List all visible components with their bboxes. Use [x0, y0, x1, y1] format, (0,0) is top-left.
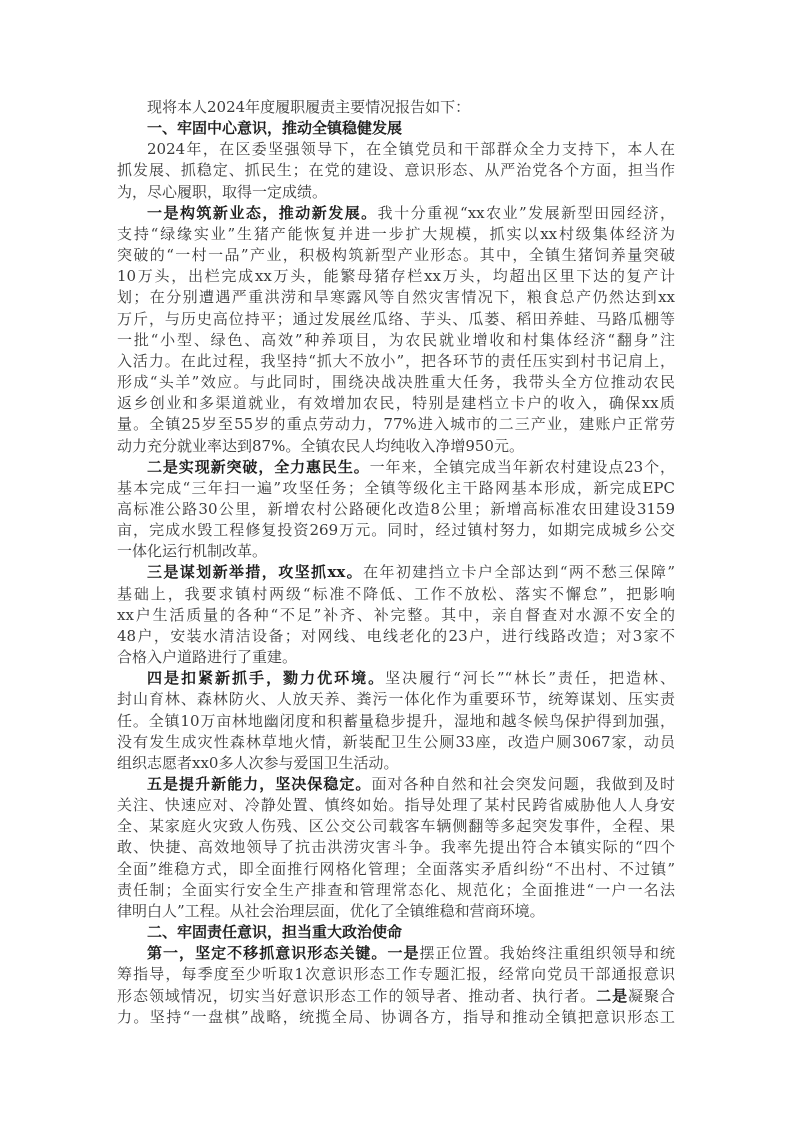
paragraph-1-3	[117, 562, 675, 668]
text-line: 敢、快捷、高效地领导了抗击洪涝灾害斗争。我率先提出符合本镇实际的“四个	[117, 838, 675, 857]
text-line: 全、某家庭火灾致人伤残、区公交公司载客车辆侧翻等多起突发事件，全程、果	[117, 817, 675, 836]
text-line: 突破的“一村一品”产业，积极构筑新型产业形态。其中，全镇生猪饲养量突破	[117, 246, 675, 265]
paragraph-sublead: 一是	[387, 944, 420, 963]
paragraph-sublead: 二是	[596, 986, 629, 1005]
text-line: 一批“小型、绿色、高效”种养项目，为农民就业增收和村集体经济“翻身”注	[117, 330, 675, 349]
text-line: 律明白人”工程。从社会治理层面，优化了全镇维稳和营商环境。	[117, 901, 545, 920]
paragraph-1-4	[117, 668, 675, 774]
text-line: 全面”维稳方式，即全面推行网格化管理；全面落实矛盾纠纷“不出村、不过镇”	[117, 859, 675, 878]
section-heading-2	[117, 922, 675, 943]
text-line: 高标准公路30公里，新增农村公路硬化改造8公里；新增高标准农田建设3159	[117, 499, 675, 518]
text-fragment: 在年初建挡立卡户全部达到“两不愁三保障”	[363, 563, 675, 582]
text-fragment: 我十分重视“xx农业”发展新型田园经济，	[377, 203, 675, 222]
text-fragment: 摆正位置。我始终注重组织领导和统	[419, 944, 675, 963]
section-heading-text: 一、牢固中心意识，推动全镇稳健发展	[147, 119, 403, 138]
text-line	[117, 986, 675, 1007]
text-line: 形成“头羊”效应。与此同时，围绕决战决胜重大任务，我带头全方位推动农民	[117, 373, 675, 392]
text-line: 入活力。在此过程，我坚持“抓大不放小”，把各环节的责任压实到村书记肩上，	[117, 351, 675, 370]
text-line: 力。坚持“一盘棋”战略，统揽全局、协调各方，指导和推动全镇把意识形态工	[117, 1007, 675, 1026]
text-line: 筹指导，每季度至少听取1次意识形态工作专题汇报，经常向党员干部通报意识	[117, 965, 675, 984]
document-page	[117, 97, 675, 1028]
text-fragment: 形态领域情况，切实当好意识形态工作的领导者、推动者、执行者。	[117, 986, 597, 1005]
text-fragment: 坚决履行“河长”“林长”责任，把造林、	[385, 669, 675, 688]
text-line: 封山育林、森林防火、人放天养、粪污一体化作为重要环节，统筹谋划、压实责	[117, 690, 675, 709]
text-line	[117, 668, 675, 689]
text-line	[117, 562, 675, 583]
text-line: 基本完成“三年扫一遍”攻坚任务；全镇等级化主干路网基本形成，新完成EPC	[117, 478, 675, 497]
text-fragment: 面对各种自然和社会突发问题，我做到及时	[371, 775, 675, 793]
text-line: 组织志愿者xx0多人次参与爱国卫生活动。	[117, 753, 399, 772]
paragraph-1-5	[117, 774, 675, 922]
paragraph-lead: 第一，坚定不移抓意识形态关键。	[147, 944, 388, 963]
text-line: 为，尽心履职，取得一定成绩。	[117, 182, 328, 201]
text-line	[117, 203, 675, 224]
intro-line	[117, 97, 675, 118]
text-line: 一体化运行机制改革。	[117, 542, 268, 561]
text-line: 亩，完成水毁工程修复投资269万元。同时，经过镇村努力，如期完成城乡公交	[117, 521, 675, 540]
text-line: 支持“绿缘实业”生猪产能恢复并进一步扩大规模，抓实以xx村级集体经济为	[117, 224, 675, 243]
text-fragment: 凝聚合	[628, 986, 675, 1005]
text-line: 动力充分就业率达到87%。全镇农民人均纯收入净增950元。	[117, 436, 524, 455]
text-line: 基础上，我要求镇村两级“标准不降低、工作不放松、落实不懈怠”，把影响	[117, 584, 675, 603]
text-line: xx户生活质量的各种“不足”补齐、补完整。其中，亲自督查对水源不安全的	[117, 605, 675, 624]
text-line: 任。全镇10万亩林地幽闭度和积蓄量稳步提升，湿地和越冬候鸟保护得到加强，	[117, 711, 675, 730]
paragraph-1-2	[117, 457, 675, 563]
text-line: 没有发生成灾性森林草地火情，新装配卫生公厕33座，改造户厕3067家，动员	[117, 732, 675, 751]
section-heading-text: 二、牢固责任意识，担当重大政治使命	[147, 923, 403, 942]
text-line: 关注、快速应对、冷静处置、慎终如始。指导处理了某村民跨省威胁他人人身安	[117, 796, 675, 815]
intro-text: 现将本人2024年度履职履责主要情况报告如下：	[147, 98, 471, 116]
paragraph-1-0	[117, 139, 675, 202]
text-line: 责任制；全面实行安全生产排查和管理常态化、规范化；全面推进“一户一名法	[117, 880, 675, 899]
text-line: 合格入户道路进行了重建。	[117, 648, 298, 667]
text-line: 2024年，在区委坚强领导下，在全镇党员和干部群众全力支持下，本人在	[147, 140, 675, 159]
text-line: 划；在分别遭遇严重洪涝和旱寒露风等自然灾害情况下，粮食总产仍然达到xx	[117, 288, 675, 307]
text-line: 48户，安装水清洁设备；对网线、电线老化的23户，进行线路改造；对3家不	[117, 626, 675, 645]
paragraph-lead: 三是谋划新举措，攻坚抓xx。	[147, 563, 364, 582]
text-line: 返乡创业和多渠道就业，有效增加农民，特别是建档立卡户的收入，确保xx质	[117, 394, 675, 413]
text-line: 量。全镇25岁至55岁的重点劳动力，77%进入城市的二三产业，建账户正常劳	[117, 415, 675, 434]
text-line: 万斤，与历史高位持平；通过发展丝瓜络、芋头、瓜蒌、稻田养蛙、马路瓜棚等	[117, 309, 675, 328]
section-heading-1	[117, 118, 675, 139]
text-fragment: 一年来，全镇完成当年新农村建设点23个，	[369, 457, 675, 476]
paragraph-1-1	[117, 203, 675, 457]
paragraph-2-0	[117, 943, 675, 1028]
text-line	[117, 774, 675, 795]
text-line	[117, 457, 675, 478]
paragraph-lead: 二是实现新突破，全力惠民生。	[147, 457, 370, 476]
text-line: 抓发展、抓稳定、抓民生；在党的建设、意识形态、从严治党各个方面，担当作	[117, 161, 675, 180]
paragraph-lead: 五是提升新能力，坚决保稳定。	[147, 775, 372, 793]
text-line	[117, 943, 675, 964]
paragraph-lead: 一是构筑新业态，推动新发展。	[147, 203, 378, 222]
paragraph-lead: 四是扣紧新抓手，勠力优环境。	[147, 669, 386, 688]
text-line: 10万头，出栏完成xx万头，能繁母猪存栏xx万头，均超出区里下达的复产计	[117, 267, 675, 286]
